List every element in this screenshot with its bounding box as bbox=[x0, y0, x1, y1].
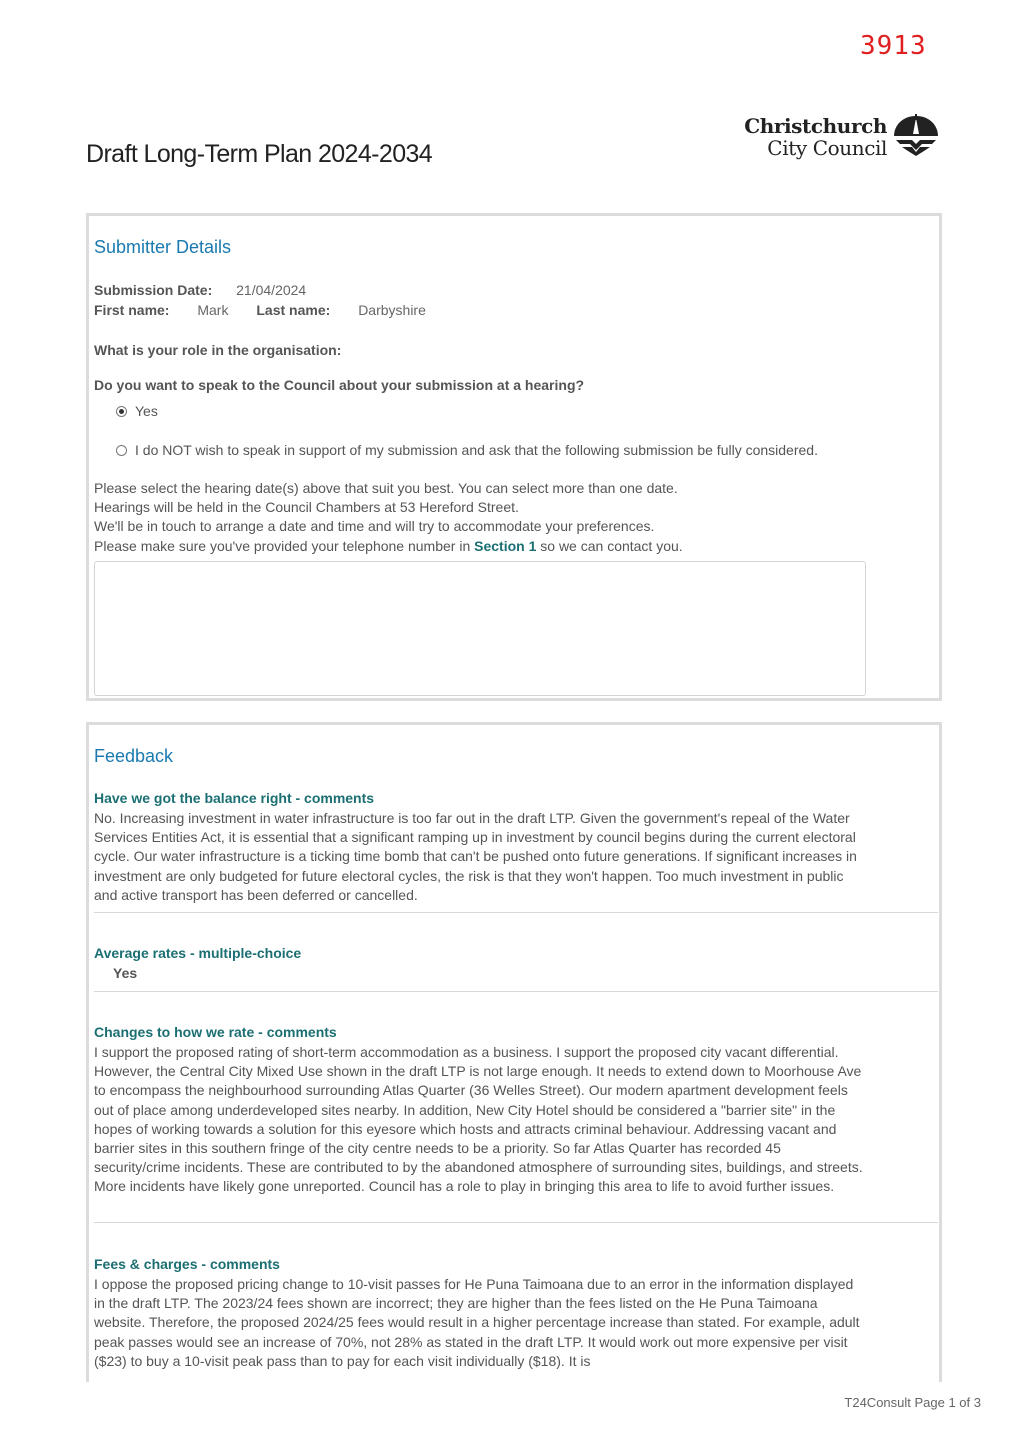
fees-charges-body: I oppose the proposed pricing change to 10-visit passes for He Puna Taimoana due to an error in the information displayed in the draft LTP. The 2023/24 fees shown are incorrect; they are higher than the fees listed on the He Puna Taimoana website. Therefore, the proposed 2024/25 fees would result in a higher percentage increase than stated. For example, adult peak passes would see an increase of 70%, not 28% as stated in the draft LTP. It would work out more expensive per visit ($23) to buy a 10-visit peak pass than to pay for each visit individually ($18). It is bbox=[94, 1276, 860, 1369]
last-name-value: Darbyshire bbox=[358, 302, 426, 318]
rating-changes-body: I support the proposed rating of short-term accommodation as a business. I support the proposed city vacant differential. However, the Central City Mixed Use shown in the draft LTP is not large enough. It needs to extend down to Moorhouse Ave to encompass the neighbourhood surrounding Atlas Quarter (36 Welles Street). Our modern apartment development feels out of place among underdeveloped sites nearby. In addition, New City Hotel should be considered a "barrier site" in the hopes of working towards a solution for this eyesore which hosts and attracts criminal behaviour. Addressing vacant and barrier sites in this southern fringe of the city centre needs to be a priority. So far Atlas Quarter has recorded 45 security/crime incidents. These are contributed to by the abandoned atmosphere of surrounding sites, buildings, and streets. More incidents have likely gone unreported. Council has a role to play in bringing this area to life to avoid further issues. bbox=[94, 1044, 863, 1195]
submitter-details-panel bbox=[86, 213, 942, 701]
page-number: 3913 bbox=[860, 31, 927, 61]
hearing-info-text bbox=[94, 479, 683, 556]
hearing-option-no[interactable] bbox=[116, 442, 818, 458]
hearing-option-yes[interactable] bbox=[116, 403, 158, 419]
name-row bbox=[94, 302, 426, 318]
radio-unselected-icon[interactable] bbox=[116, 445, 127, 456]
page-footer: T24Consult Page 1 of 3 bbox=[844, 1395, 981, 1410]
hearing-question: Do you want to speak to the Council about your submission at a hearing? bbox=[94, 377, 585, 393]
submitter-details-heading: Submitter Details bbox=[94, 237, 232, 257]
hearing-info-line4: Please make sure you've provided your telephone number in Section 1 so we can contact you. bbox=[94, 537, 683, 554]
hearing-option-yes-label: Yes bbox=[135, 403, 158, 419]
section-1-reference: Section 1 bbox=[474, 537, 537, 554]
role-question: What is your role in the organisation: bbox=[94, 342, 342, 358]
submission-date-label: Submission Date: bbox=[94, 282, 213, 298]
first-name-label: First name: bbox=[94, 302, 170, 318]
fees-charges-title: Fees & charges - comments bbox=[94, 1256, 280, 1272]
hearing-dates-textbox[interactable] bbox=[94, 561, 866, 696]
rating-changes-title: Changes to how we rate - comments bbox=[94, 1024, 337, 1040]
feedback-heading: Feedback bbox=[94, 746, 174, 766]
first-name-value: Mark bbox=[197, 302, 229, 318]
document-title: Draft Long-Term Plan 2024-2034 bbox=[86, 140, 433, 168]
feedback-divider bbox=[94, 991, 938, 992]
logo-text-line1: Christchurch bbox=[744, 114, 887, 138]
balance-comments-body: No. Increasing investment in water infrastructure is too far out in the draft LTP. Given the government's repeal of the Water Services Entities Act, it is essential that a significant ramping up in investment by council begins during the current electoral cycle. Our water infrastructure is a ticking time bomb that can't be pushed onto future generations. If significant increases in investment are only budgeted for future electoral cycles, the risk is that they won't happen. Too much investment in public and active transport has been deferred or cancelled. bbox=[94, 810, 857, 903]
radio-selected-icon[interactable] bbox=[116, 406, 127, 417]
feedback-divider bbox=[94, 1222, 938, 1223]
hearing-info-line3: We'll be in touch to arrange a date and time and will try to accommodate your preferences. bbox=[94, 518, 655, 535]
last-name-label: Last name: bbox=[256, 302, 331, 318]
hearing-info-line2: Hearings will be held in the Council Chambers at 53 Hereford Street. bbox=[94, 499, 519, 516]
average-rates-answer: Yes bbox=[113, 965, 138, 981]
average-rates-title: Average rates - multiple-choice bbox=[94, 945, 302, 961]
submission-date-value: 21/04/2024 bbox=[236, 282, 307, 298]
hearing-info-line1: Please select the hearing date(s) above that suit you best. You can select more than one date. bbox=[94, 480, 678, 496]
feedback-divider bbox=[94, 912, 938, 913]
submission-date-row bbox=[94, 282, 306, 298]
logo-text-line2: City Council bbox=[767, 136, 887, 160]
cathedral-logo-icon bbox=[892, 114, 940, 158]
feedback-panel bbox=[86, 722, 942, 1382]
hearing-option-no-label: I do NOT wish to speak in support of my submission and ask that the following submission be fully considered. bbox=[135, 442, 818, 458]
council-logo bbox=[744, 114, 940, 162]
balance-comments-title: Have we got the balance right - comments bbox=[94, 790, 375, 806]
